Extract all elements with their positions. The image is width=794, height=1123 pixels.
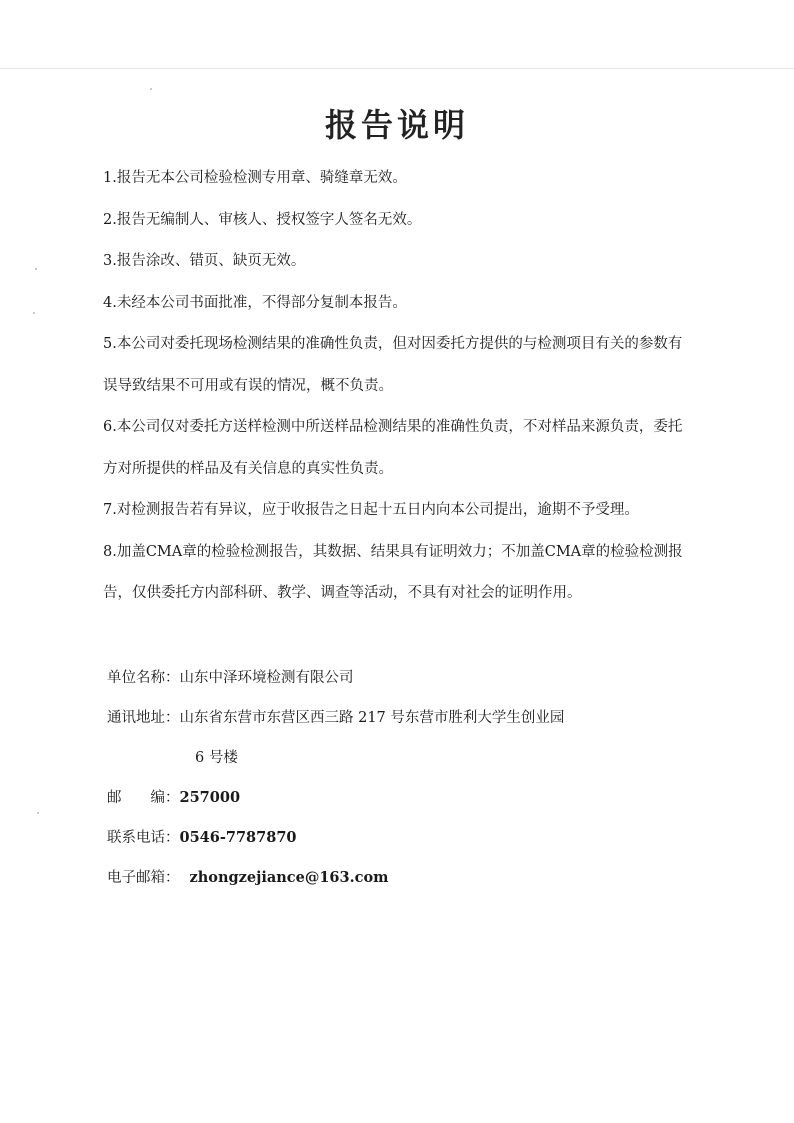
company-info [107,658,697,898]
rule-item: 6.本公司仅对委托方送样检测中所送样品检测结果的准确性负责，不对样品来源负责，委托方对所提供的样品及有关信息的真实性负责。 [103,419,683,477]
rule-item: 3.报告涂改、错页、缺页无效。 [103,253,306,269]
rule-item: 4.未经本公司书面批准，不得部分复制本报告。 [103,294,407,311]
scan-speck [150,88,152,90]
rule-item: 8.加盖CMA章的检验检测报告，其数据、结果具有证明效力；不加盖CMA章的检验检测报告，仅供委托方内部科研、教学、调查等活动，不具有对社会的证明作用。 [103,543,683,601]
address-line-2: 6 号楼 [195,750,238,766]
phone-label: 联系电话： [107,830,180,846]
report-rules-list [103,158,695,615]
rule-item: 1.报告无本公司检验检测专用章、骑缝章无效。 [103,170,407,186]
rule-item: 5.本公司对委托现场检测结果的准确性负责，但对因委托方提供的与检测项目有关的参数有误导致结果不可用或有误的情况，概不负责。 [103,336,683,394]
scan-speck [35,268,37,270]
rule-item: 7.对检测报告若有异议，应于收报告之日起十五日内向本公司提出，逾期不予受理。 [103,502,639,518]
scan-speck [33,312,35,314]
postcode-row [107,778,697,818]
phone-row [107,818,697,858]
phone-value: 0546-7787870 [179,829,297,846]
company-name: 山东中泽环境检测有限公司 [179,670,354,686]
company-name-row [107,658,697,698]
email-row [107,858,697,898]
page-title: 报告说明 [324,106,469,144]
email-label: 电子邮箱： [107,870,180,886]
address-row-2 [107,738,697,778]
scan-speck [37,812,39,814]
rule-item: 2.报告无编制人、审核人、授权签字人签名无效。 [103,211,422,228]
postcode-value: 257000 [179,789,241,806]
scan-border-line [0,68,794,69]
address-label: 通讯地址： [107,710,180,726]
address-row [107,698,697,738]
postcode-label: 邮 编： [107,790,180,806]
address-line-1: 山东省东营市东营区西三路 217 号东营市胜利大学生创业园 [179,710,565,726]
company-name-label: 单位名称： [107,670,180,686]
email-value: zhongzejiance@163.com [189,869,389,886]
